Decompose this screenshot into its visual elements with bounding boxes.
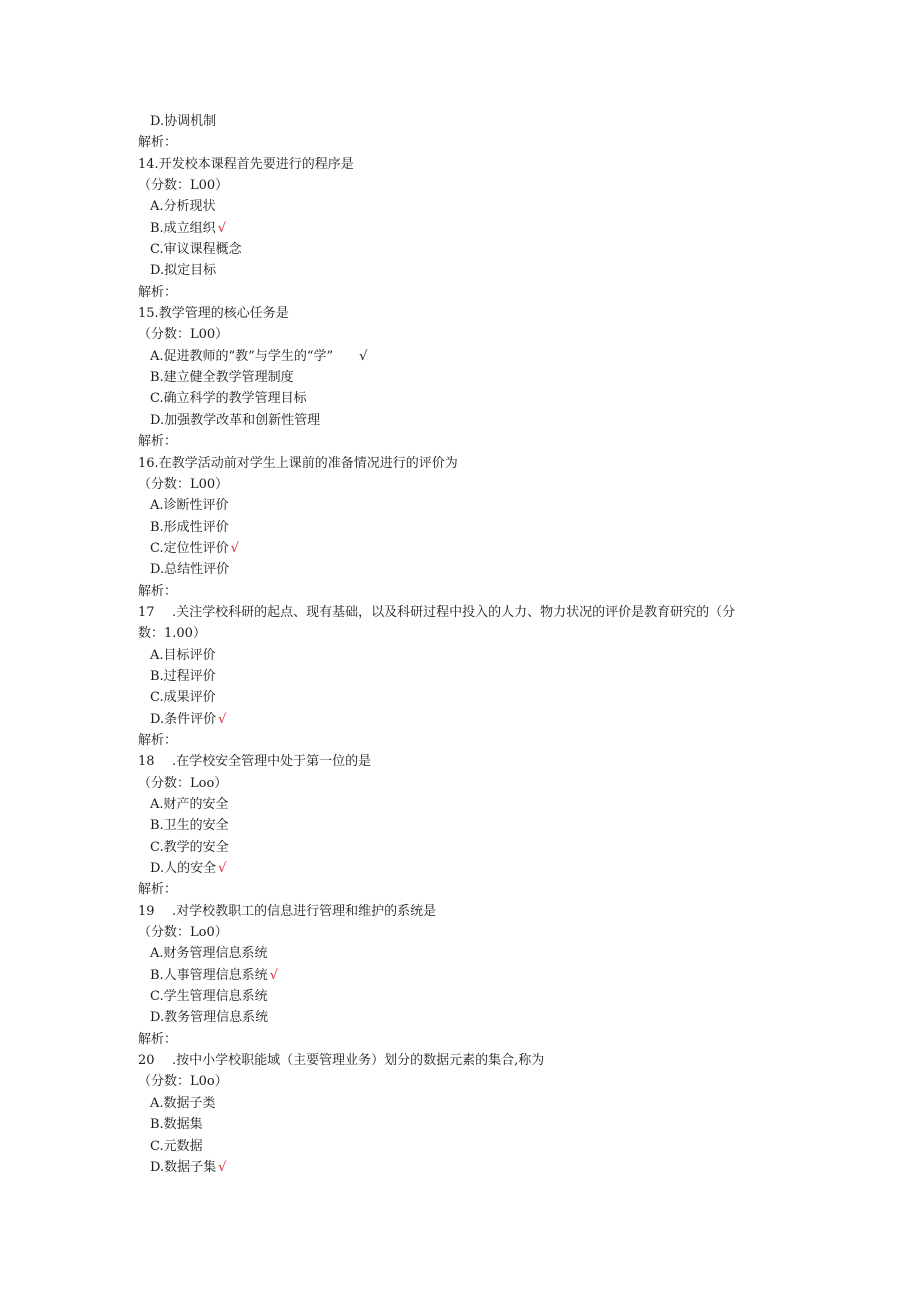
question-17 <box>138 602 788 623</box>
correct-check-icon: √ <box>359 348 368 364</box>
option-text: C.定位性评价 <box>150 540 229 556</box>
option-text: B.卫生的安全 <box>150 818 229 834</box>
option-text: D.协调机制 <box>150 114 217 129</box>
correct-check-icon: √ <box>230 540 239 556</box>
question-number: 18 <box>138 754 155 770</box>
option-text: C.审议课程概念 <box>150 242 242 258</box>
option-text: D.加强教学改革和创新性管理 <box>150 412 321 428</box>
analysis-label: 解析： <box>138 882 178 898</box>
question-score: （分数：L00） <box>138 327 229 343</box>
option-text: D.教务管理信息系统 <box>150 1010 269 1026</box>
option-d <box>138 559 788 580</box>
option-text: B.过程评价 <box>150 668 216 684</box>
analysis-label: 解析： <box>138 1031 178 1047</box>
option-text: A.诊断性评价 <box>150 498 229 514</box>
question-score: （分数：L00） <box>138 476 229 492</box>
option-a <box>138 645 788 666</box>
question-text: .按中小学校职能域（主要管理业务）划分的数据元素的集合,称为 <box>172 1053 545 1069</box>
question-20 <box>138 1050 788 1071</box>
option-b <box>138 666 788 687</box>
analysis-label: 解析： <box>138 583 178 599</box>
question-text: 教学管理的核心任务是 <box>158 306 289 322</box>
option-text: A.数据子类 <box>150 1095 216 1111</box>
option-text: B.成立组织 <box>150 220 216 236</box>
option-text: A.促进教师的“教”与学生的“学” <box>150 348 334 364</box>
question-score: （分数：L00） <box>138 178 229 194</box>
option-text: C.元数据 <box>150 1138 203 1154</box>
correct-check-icon: √ <box>218 711 227 727</box>
option-d <box>138 1157 788 1178</box>
option-c <box>138 986 788 1007</box>
question-score: （分数：Loo） <box>138 775 228 791</box>
option-text: C.确立科学的教学管理目标 <box>150 391 307 407</box>
option-b <box>138 517 788 538</box>
option-c <box>138 388 788 409</box>
option-a <box>138 495 788 516</box>
option-d <box>138 260 788 281</box>
option-a <box>138 346 788 367</box>
question-14 <box>138 154 788 175</box>
option-c <box>138 239 788 260</box>
correct-check-icon: √ <box>218 861 227 877</box>
option-text: B.建立健全教学管理制度 <box>150 370 294 386</box>
option-text: A.财产的安全 <box>150 797 229 812</box>
question-18 <box>138 751 788 772</box>
option-text: D.条件评价 <box>150 711 217 727</box>
question-15 <box>138 303 788 324</box>
analysis-label: 解析： <box>138 284 178 300</box>
option-c <box>138 538 788 559</box>
option-text: D.数据子集 <box>150 1159 217 1175</box>
option-c <box>138 687 788 708</box>
question-list <box>138 111 788 1178</box>
question-number: 17 <box>138 604 155 620</box>
option-b <box>138 1114 788 1135</box>
question-score: （分数：L0o） <box>138 1074 228 1090</box>
option-b <box>138 218 788 239</box>
option-text: B.形成性评价 <box>150 519 229 535</box>
option-c <box>138 1136 788 1157</box>
option-text: A.目标评价 <box>150 647 216 663</box>
question-score: （分数：Lo0） <box>138 925 228 941</box>
option-d <box>138 1007 788 1028</box>
question-text: .在学校安全管理中处于第一位的是 <box>172 754 372 770</box>
option-text: C.成果评价 <box>150 690 216 706</box>
option-d <box>138 709 788 730</box>
question-19 <box>138 901 788 922</box>
question-text: .关注学校科研的起点、现有基础，以及科研过程中投入的人力、物力状况的评价是教育研究的（分 <box>172 604 736 620</box>
option-a <box>138 196 788 217</box>
option-text: A.分析现状 <box>150 199 216 215</box>
option-b <box>138 815 788 836</box>
question-number: 14. <box>138 156 159 172</box>
question-number: 20 <box>138 1053 155 1069</box>
question-text: .对学校教职工的信息进行管理和维护的系统是 <box>172 903 437 919</box>
option-a <box>138 794 788 815</box>
option-text: D.拟定目标 <box>150 263 217 279</box>
option-text: C.学生管理信息系统 <box>150 989 268 1005</box>
question-text: 在教学活动前对学生上课前的准备情况进行的评价为 <box>158 455 458 471</box>
option-d <box>138 410 788 431</box>
option-text: B.数据集 <box>150 1117 203 1133</box>
question-number: 19 <box>138 903 155 919</box>
option-text: B.人事管理信息系统 <box>150 967 268 983</box>
option-d <box>138 858 788 879</box>
analysis-label: 解析： <box>138 732 178 748</box>
option-text: A.财务管理信息系统 <box>150 946 268 962</box>
option-b <box>138 367 788 388</box>
analysis-label: 解析： <box>138 135 178 151</box>
question-number: 16. <box>138 455 159 471</box>
option-b <box>138 965 788 986</box>
question-score: 数：1.00） <box>138 626 206 642</box>
correct-check-icon: √ <box>269 967 278 983</box>
analysis-label: 解析： <box>138 434 178 450</box>
option-text: D.总结性评价 <box>150 562 230 578</box>
question-16 <box>138 453 788 474</box>
option-c <box>138 837 788 858</box>
question-text: 开发校本课程首先要进行的程序是 <box>158 156 354 172</box>
option-a <box>138 943 788 964</box>
correct-check-icon: √ <box>217 220 226 236</box>
option-text: D.人的安全 <box>150 861 217 877</box>
correct-check-icon: √ <box>218 1159 227 1175</box>
option-d <box>138 111 788 132</box>
question-number: 15. <box>138 306 159 322</box>
option-a <box>138 1093 788 1114</box>
option-text: C.教学的安全 <box>150 839 229 855</box>
